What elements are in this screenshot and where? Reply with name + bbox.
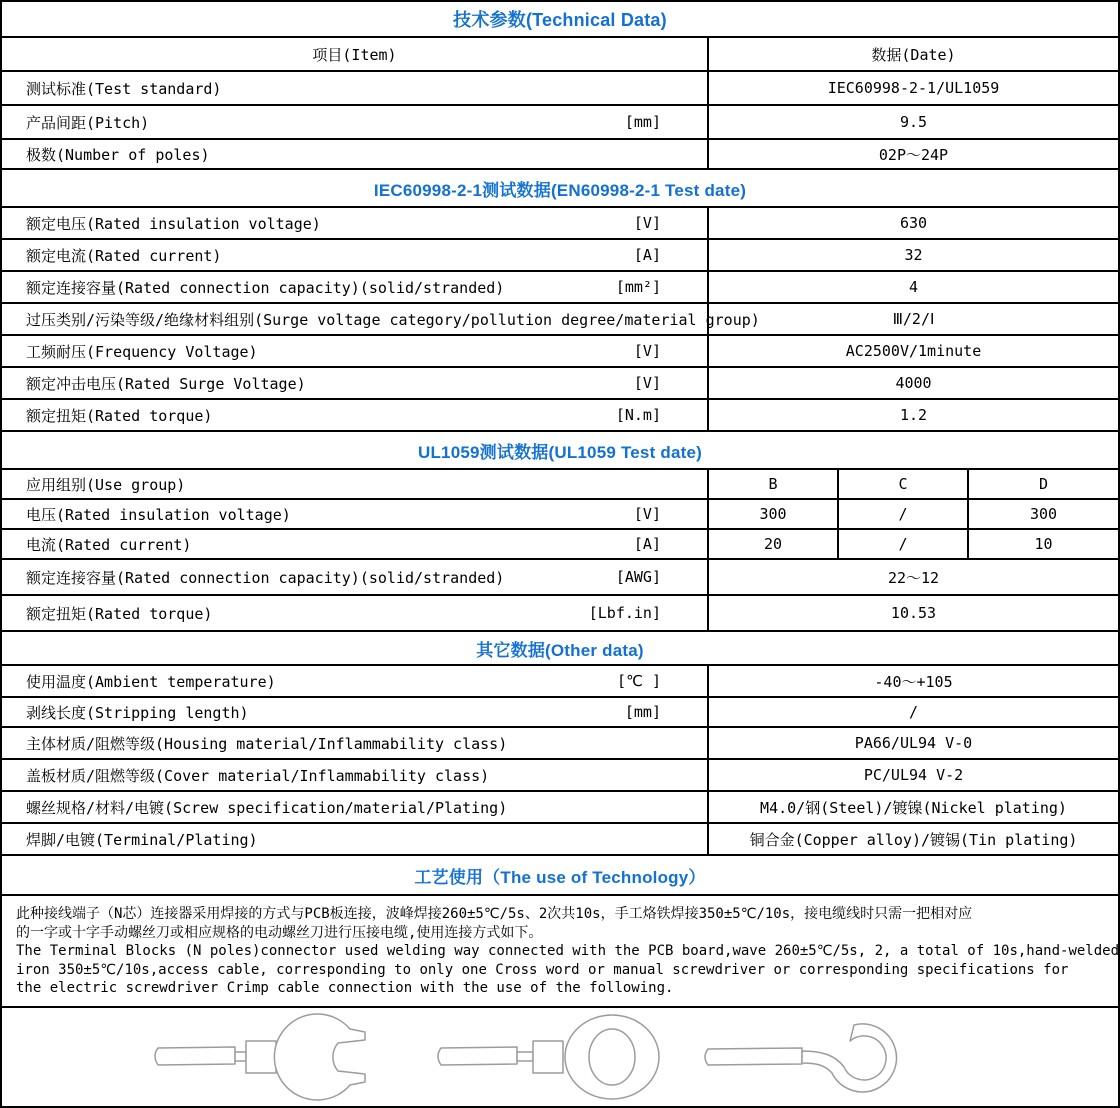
row-unit: [A] (633, 246, 661, 264)
row-value: 1.2 (899, 406, 928, 424)
row-rated-current (2, 240, 1118, 272)
row-label: 产品间距(Pitch) (26, 113, 150, 132)
row-unit: [mm] (624, 703, 661, 721)
value-b: 300 (709, 500, 839, 528)
row-label: 额定电流(Rated current) (26, 246, 222, 265)
value-c: / (839, 530, 969, 558)
fork-terminal-drawing (142, 1011, 402, 1103)
technology-description (2, 896, 1118, 1008)
row-label: 额定连接容量(Rated connection capacity)(solid/stranded) (26, 278, 505, 297)
column-header-row (2, 38, 1118, 72)
row-value: Ⅲ/2/Ⅰ (892, 310, 935, 328)
row-unit: [mm] (624, 113, 661, 131)
row-label: 应用组别(Use group) (26, 475, 186, 494)
row-value: IEC60998-2-1/UL1059 (827, 79, 1000, 97)
row-unit: [V] (633, 342, 661, 360)
row-ul-current (2, 530, 1118, 560)
row-label: 额定连接容量(Rated connection capacity)(solid/stranded) (26, 568, 505, 587)
value-d: 300 (1029, 505, 1058, 523)
row-value: M4.0/钢(Steel)/镀镍(Nickel plating) (760, 798, 1067, 817)
row-stripping-length (2, 698, 1118, 728)
row-value: 32 (904, 246, 923, 264)
row-label: 螺丝规格/材料/电镀(Screw specification/material/Plating) (26, 798, 508, 817)
row-label: 额定扭矩(Rated torque) (26, 604, 213, 623)
ring-terminal-drawing (422, 1011, 672, 1103)
section-header-ul1059: UL1059测试数据(UL1059 Test date) (2, 432, 1118, 470)
section-header-iec60998: IEC60998-2-1测试数据(EN60998-2-1 Test date) (2, 170, 1118, 208)
row-unit: [N.m] (615, 406, 661, 424)
row-unit: [℃ ] (617, 672, 661, 690)
group-d-header: D (1038, 475, 1049, 493)
row-label: 额定冲击电压(Rated Surge Voltage) (26, 374, 306, 393)
row-capacity-awg (2, 560, 1118, 596)
description-line: 的一字或十字手动螺丝刀或相应规格的电动螺丝刀进行压接电缆,使用连接方式如下。 (16, 924, 543, 941)
row-unit: [V] (633, 505, 661, 523)
row-label: 过压类别/污染等级/绝缘材料组别(Surge voltage category/pollution degree/material group) (26, 310, 760, 329)
row-label: 盖板材质/阻燃等级(Cover material/Inflammability class) (26, 766, 490, 785)
row-label: 额定电压(Rated insulation voltage) (26, 214, 321, 233)
row-housing-material (2, 728, 1118, 760)
description-line: iron 350±5℃/10s,access cable, corresponding to only one Cross word or manual screwdriver or corresponding specifications for (16, 961, 1069, 978)
row-unit: [V] (633, 214, 661, 232)
terminal-drawings-row (2, 1008, 1118, 1106)
row-poles (2, 140, 1118, 170)
row-capacity-mm2 (2, 272, 1118, 304)
row-cover-material (2, 760, 1118, 792)
row-unit: [mm²] (615, 278, 661, 296)
row-value: PA66/UL94 V-0 (854, 734, 973, 752)
row-rated-voltage (2, 208, 1118, 240)
row-label: 使用温度(Ambient temperature) (26, 672, 276, 691)
row-label: 额定扭矩(Rated torque) (26, 406, 213, 425)
row-value: 22～12 (887, 568, 940, 587)
description-line: 此种接线端子（N芯）连接器采用焊接的方式与PCB板连接，波峰焊接260±5℃/5s、2次共10s，手工烙铁焊接350±5℃/10s，接电缆线时只需一把相对应 (16, 906, 973, 922)
row-value: 4000 (895, 374, 932, 392)
group-b-header: B (709, 470, 839, 498)
section-header-technology: 工艺使用（The use of Technology） (2, 856, 1118, 896)
section-header-other-data: 其它数据(Other data) (2, 632, 1118, 666)
row-value: AC2500V/1minute (845, 342, 982, 360)
row-value: 铜合金(Copper alloy)/镀锡(Tin plating) (749, 830, 1078, 849)
group-c-header: C (839, 470, 969, 498)
row-torque-lbf (2, 596, 1118, 632)
value-d: 10 (1034, 535, 1053, 553)
value-b: 20 (709, 530, 839, 558)
row-value: 10.53 (890, 604, 937, 622)
row-surge-category (2, 304, 1118, 336)
description-line: the electric screwdriver Crimp cable connection with the use of the following. (16, 980, 674, 996)
row-screw-spec (2, 792, 1118, 824)
row-label: 电流(Rated current) (26, 535, 192, 554)
row-value: -40～+105 (874, 672, 953, 691)
row-ambient-temp (2, 666, 1118, 698)
row-label: 工频耐压(Frequency Voltage) (26, 342, 258, 361)
row-unit: [A] (633, 535, 661, 553)
row-value: PC/UL94 V-2 (863, 766, 964, 784)
row-label: 主体材质/阻燃等级(Housing material/Inflammability class) (26, 734, 508, 753)
row-value: 9.5 (899, 113, 928, 131)
row-unit: [V] (633, 374, 661, 392)
row-surge-voltage (2, 368, 1118, 400)
row-pitch (2, 106, 1118, 140)
row-label: 剥线长度(Stripping length) (26, 703, 249, 722)
page-title-row (2, 2, 1118, 38)
row-label: 焊脚/电镀(Terminal/Plating) (26, 830, 258, 849)
row-test-standard (2, 72, 1118, 106)
column-header-data: 数据(Date) (871, 45, 956, 64)
hook-terminal-drawing (692, 1011, 922, 1103)
row-value: / (908, 703, 919, 721)
page-title: 技术参数(Technical Data) (453, 10, 667, 30)
row-unit: [AWG] (615, 568, 661, 586)
row-frequency-voltage (2, 336, 1118, 368)
row-terminal-plating (2, 824, 1118, 856)
value-c: / (839, 500, 969, 528)
row-label: 测试标准(Test standard) (26, 79, 222, 98)
description-line: The Terminal Blocks (N poles)connector used welding way connected with the PCB board,wave 260±5℃/5s, 2, a total of 10s,hand-welded (16, 943, 1120, 959)
row-value: 4 (908, 278, 919, 296)
row-label: 电压(Rated insulation voltage) (26, 505, 291, 524)
row-value: 630 (899, 214, 928, 232)
row-torque-nm (2, 400, 1118, 432)
row-value: 02P～24P (878, 145, 949, 164)
row-unit: [Lbf.in] (588, 604, 661, 622)
row-use-group (2, 470, 1118, 500)
row-label: 极数(Number of poles) (26, 145, 210, 164)
row-ul-voltage (2, 500, 1118, 530)
column-header-item: 项目(Item) (2, 38, 709, 70)
